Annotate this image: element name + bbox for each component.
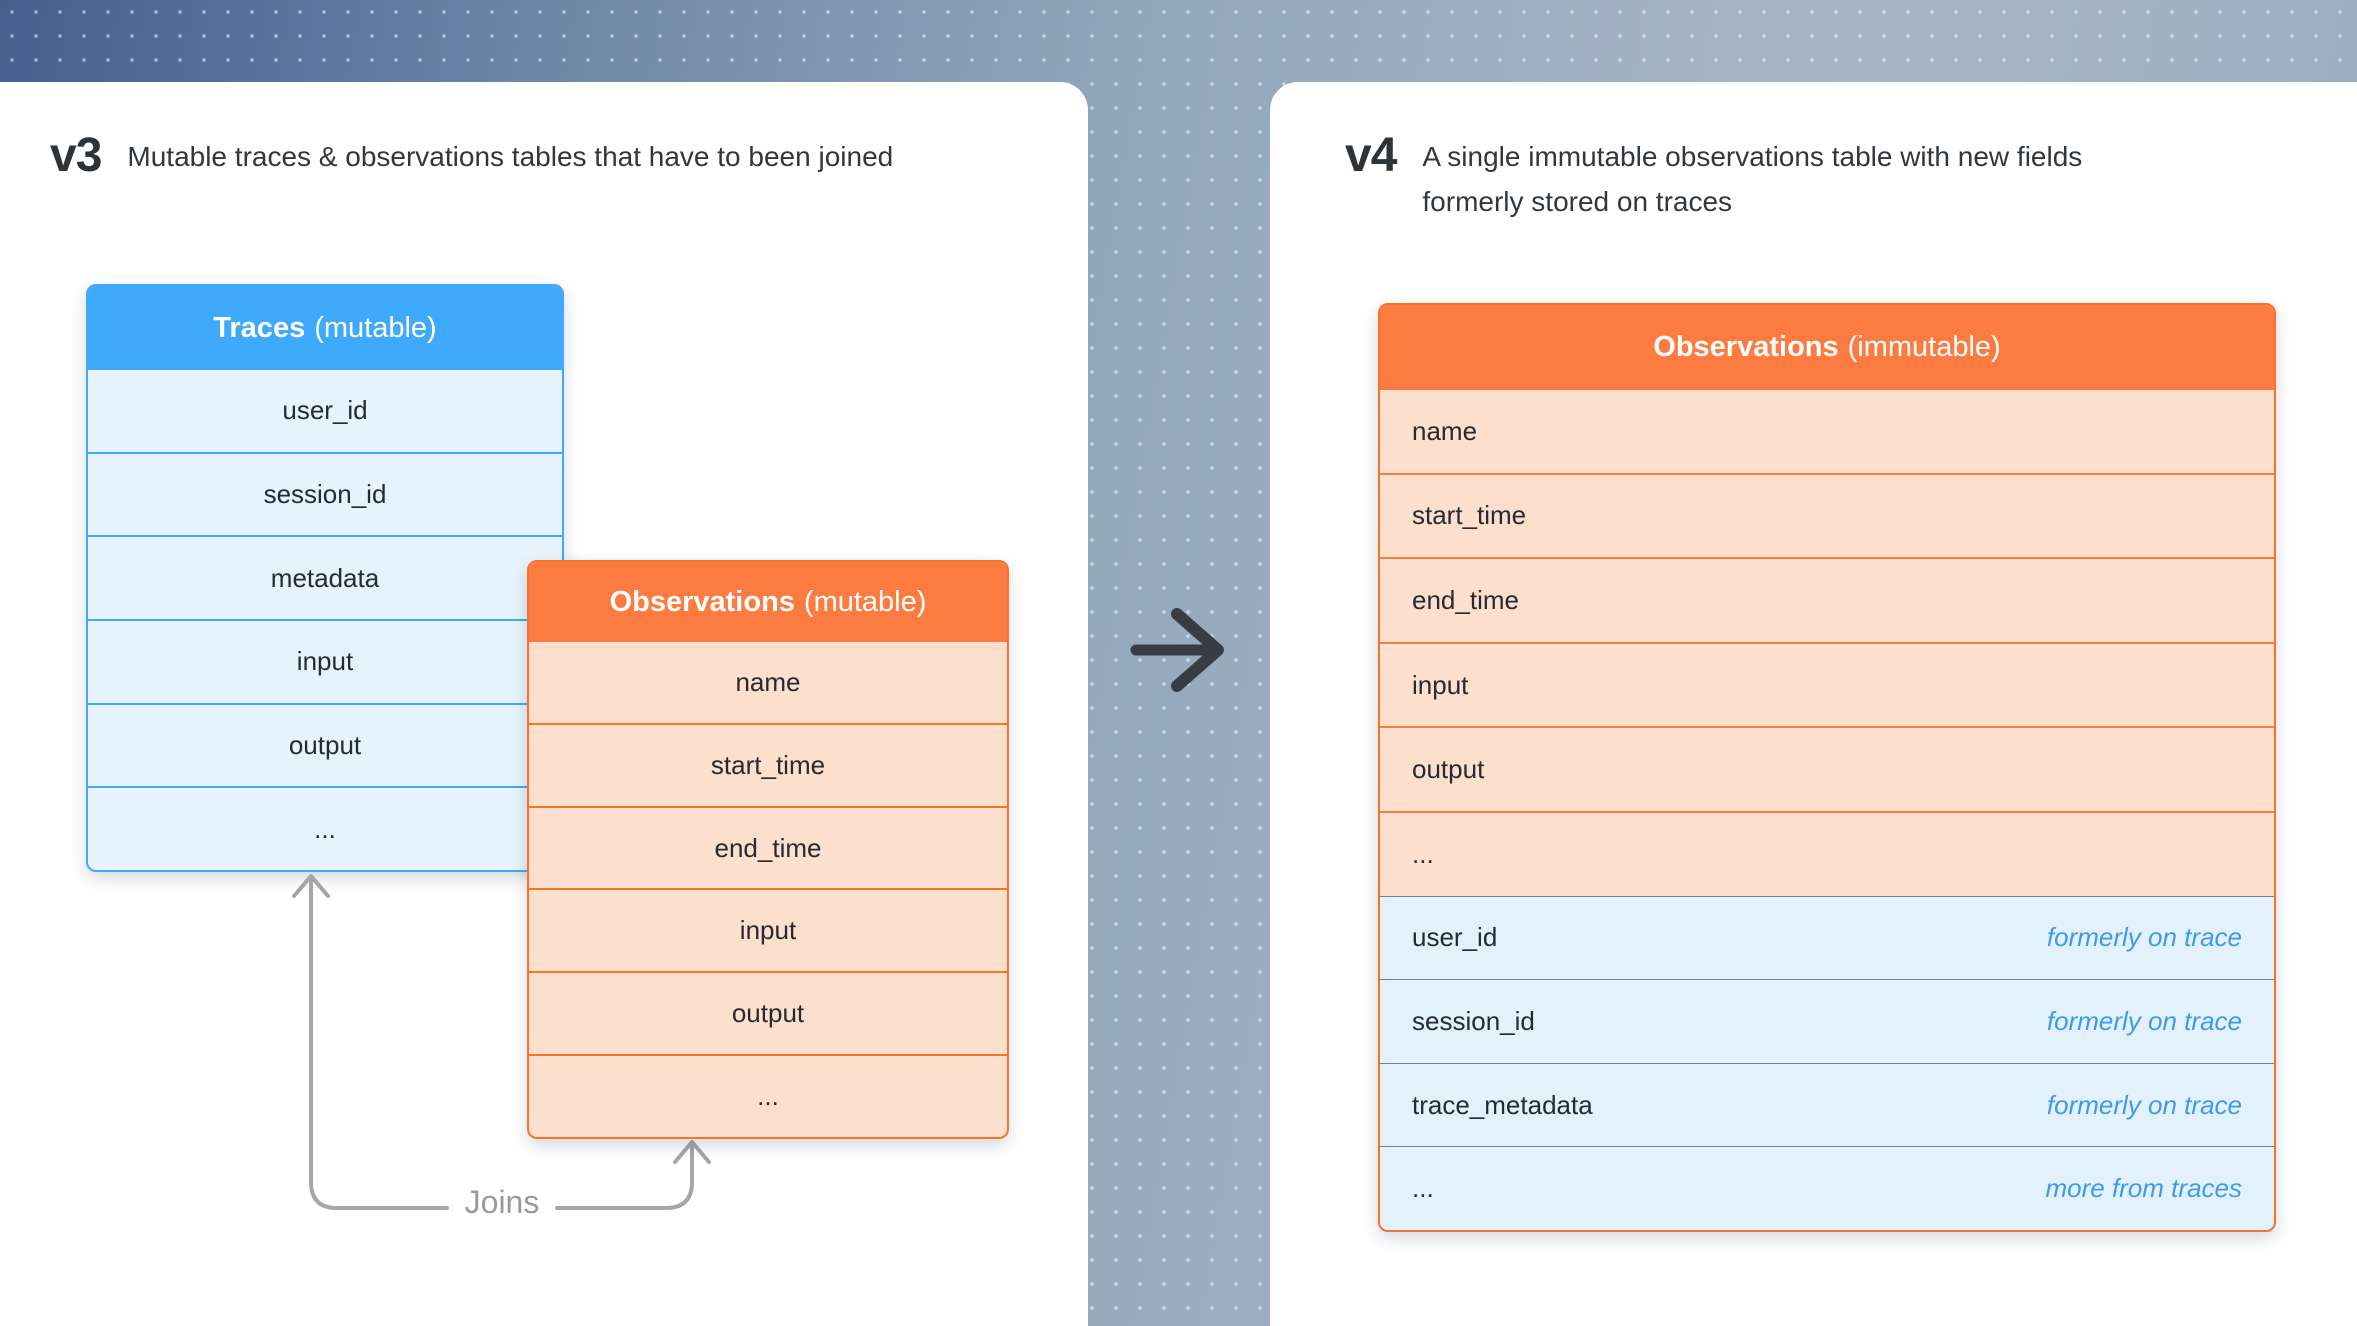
v4-subtitle-line2: formerly stored on traces bbox=[1422, 186, 1733, 217]
table-row: start_time bbox=[1380, 473, 2274, 558]
field-name: trace_metadata bbox=[1412, 1089, 1593, 1120]
v3-version-label: v3 bbox=[50, 129, 102, 182]
joins-label: Joins bbox=[464, 1184, 540, 1220]
table-row: ... bbox=[529, 1054, 1007, 1137]
migration-arrow-icon bbox=[1130, 605, 1230, 695]
table-row: name bbox=[1380, 390, 2274, 473]
traces-table-header bbox=[88, 286, 562, 370]
table-row: output bbox=[88, 703, 562, 787]
field-origin-note: more from traces bbox=[2045, 1173, 2242, 1204]
table-row: input bbox=[88, 619, 562, 703]
table-row: input bbox=[1380, 642, 2274, 727]
traces-table-qualifier: (mutable) bbox=[314, 311, 437, 344]
traces-table bbox=[86, 284, 564, 872]
table-row: output bbox=[529, 971, 1007, 1054]
joins-arrowhead-observations bbox=[675, 1142, 709, 1162]
table-row bbox=[1380, 1063, 2274, 1147]
v4-subtitle bbox=[1422, 132, 2082, 224]
table-row bbox=[1380, 1146, 2274, 1230]
table-row: start_time bbox=[529, 723, 1007, 806]
joins-arrowhead-traces bbox=[294, 876, 328, 896]
joins-arrow-to-traces bbox=[311, 878, 447, 1208]
field-origin-note: formerly on trace bbox=[2046, 1005, 2242, 1036]
observations-immutable-qualifier: (immutable) bbox=[1847, 331, 2001, 363]
traces-table-title: Traces bbox=[213, 311, 306, 344]
table-row: end_time bbox=[529, 806, 1007, 889]
observations-immutable-table bbox=[1378, 303, 2276, 1232]
observations-mutable-header bbox=[529, 562, 1007, 642]
v3-header bbox=[50, 129, 894, 182]
field-name: ... bbox=[1412, 1173, 1434, 1204]
table-row: metadata bbox=[88, 535, 562, 619]
table-row: end_time bbox=[1380, 557, 2274, 642]
table-row: session_id bbox=[88, 452, 562, 536]
observations-immutable-header bbox=[1380, 305, 2274, 390]
table-row: ... bbox=[88, 786, 562, 870]
field-origin-note: formerly on trace bbox=[2046, 922, 2242, 953]
observations-mutable-title: Observations bbox=[609, 585, 795, 618]
field-name: session_id bbox=[1412, 1005, 1535, 1036]
table-row: name bbox=[735, 666, 801, 697]
table-row: input bbox=[529, 888, 1007, 971]
v3-panel bbox=[0, 82, 1088, 1326]
field-origin-note: formerly on trace bbox=[2046, 1089, 2242, 1120]
observations-immutable-title: Observations bbox=[1653, 331, 1839, 363]
field-name: user_id bbox=[1412, 922, 1498, 953]
v3-subtitle: Mutable traces & observations tables that have to been joined bbox=[127, 141, 894, 172]
observations-mutable-table bbox=[527, 560, 1009, 1139]
v4-header bbox=[1345, 129, 2083, 224]
table-row bbox=[1380, 896, 2274, 980]
table-row: ... bbox=[1380, 811, 2274, 896]
v4-panel bbox=[1270, 82, 2357, 1326]
joins-arrow-to-observations bbox=[557, 1144, 692, 1208]
v4-subtitle-line1: A single immutable observations table with new fields bbox=[1422, 141, 2083, 172]
table-row bbox=[1380, 979, 2274, 1063]
v4-version-label: v4 bbox=[1345, 129, 1397, 182]
table-row: output bbox=[1380, 726, 2274, 811]
table-row: user_id bbox=[282, 395, 368, 426]
observations-mutable-qualifier: (mutable) bbox=[803, 585, 927, 618]
